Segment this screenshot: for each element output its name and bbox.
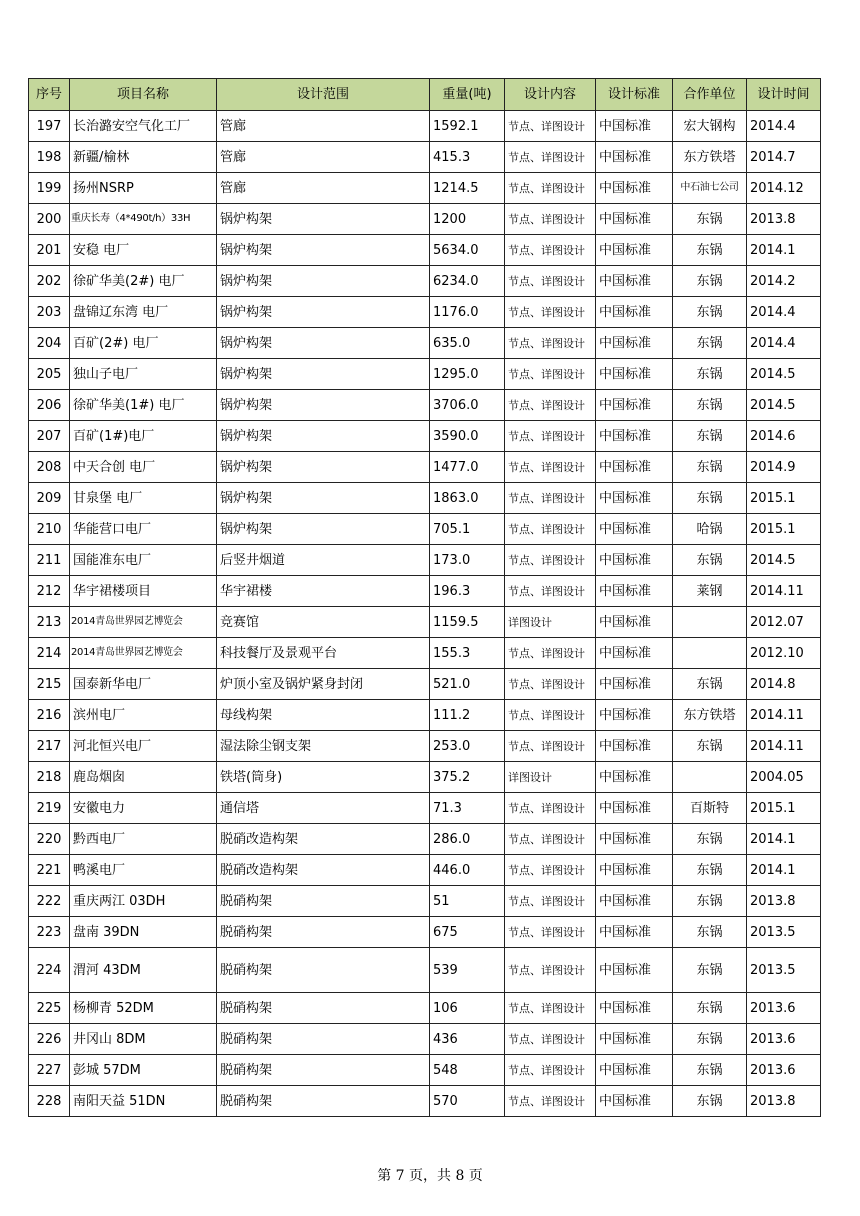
cell-standard: 中国标准 <box>596 297 673 328</box>
cell-project-name: 2014青岛世界园艺博览会 <box>70 638 217 669</box>
cell-project-name: 鸭溪电厂 <box>70 855 217 886</box>
cell-no: 221 <box>29 855 70 886</box>
table-row <box>29 824 821 855</box>
cell-content: 节点、详图设计 <box>505 1086 596 1117</box>
cell-content: 节点、详图设计 <box>505 855 596 886</box>
cell-content: 节点、详图设计 <box>505 452 596 483</box>
cell-weight: 106 <box>430 993 505 1024</box>
cell-weight: 539 <box>430 948 505 993</box>
cell-content: 节点、详图设计 <box>505 669 596 700</box>
cell-standard: 中国标准 <box>596 111 673 142</box>
cell-project-name: 甘泉堡 电厂 <box>70 483 217 514</box>
cell-standard: 中国标准 <box>596 328 673 359</box>
cell-weight: 415.3 <box>430 142 505 173</box>
cell-scope: 锅炉构架 <box>217 390 430 421</box>
cell-project-name: 滨州电厂 <box>70 700 217 731</box>
cell-date: 2014.12 <box>747 173 821 204</box>
cell-standard: 中国标准 <box>596 948 673 993</box>
table-row <box>29 142 821 173</box>
cell-no: 217 <box>29 731 70 762</box>
project-table <box>28 78 821 1117</box>
cell-project-name: 河北恒兴电厂 <box>70 731 217 762</box>
table-row <box>29 421 821 452</box>
cell-standard: 中国标准 <box>596 824 673 855</box>
cell-scope: 脱硝构架 <box>217 917 430 948</box>
cell-project-name: 盘南 39DN <box>70 917 217 948</box>
table-row <box>29 483 821 514</box>
cell-project-name: 中天合创 电厂 <box>70 452 217 483</box>
cell-content: 节点、详图设计 <box>505 638 596 669</box>
cell-partner: 东锅 <box>673 824 747 855</box>
cell-date: 2013.5 <box>747 948 821 993</box>
cell-no: 214 <box>29 638 70 669</box>
table-row <box>29 545 821 576</box>
cell-scope: 锅炉构架 <box>217 421 430 452</box>
table-row <box>29 111 821 142</box>
cell-date: 2014.1 <box>747 235 821 266</box>
cell-project-name: 徐矿华美(2#) 电厂 <box>70 266 217 297</box>
cell-standard: 中国标准 <box>596 421 673 452</box>
cell-date: 2014.11 <box>747 731 821 762</box>
cell-weight: 548 <box>430 1055 505 1086</box>
cell-content: 节点、详图设计 <box>505 824 596 855</box>
cell-standard: 中国标准 <box>596 514 673 545</box>
cell-content: 节点、详图设计 <box>505 328 596 359</box>
cell-date: 2014.7 <box>747 142 821 173</box>
cell-weight: 1295.0 <box>430 359 505 390</box>
cell-scope: 母线构架 <box>217 700 430 731</box>
cell-partner: 东锅 <box>673 328 747 359</box>
cell-weight: 570 <box>430 1086 505 1117</box>
cell-project-name: 百矿(1#)电厂 <box>70 421 217 452</box>
cell-scope: 锅炉构架 <box>217 204 430 235</box>
cell-scope: 后竖井烟道 <box>217 545 430 576</box>
header-scope: 设计范围 <box>217 79 430 111</box>
cell-standard: 中国标准 <box>596 266 673 297</box>
cell-content: 节点、详图设计 <box>505 359 596 390</box>
cell-no: 227 <box>29 1055 70 1086</box>
cell-weight: 196.3 <box>430 576 505 607</box>
cell-standard: 中国标准 <box>596 545 673 576</box>
table-row <box>29 793 821 824</box>
cell-weight: 1200 <box>430 204 505 235</box>
cell-scope: 管廊 <box>217 173 430 204</box>
cell-partner: 东锅 <box>673 390 747 421</box>
cell-scope: 锅炉构架 <box>217 266 430 297</box>
header-row <box>29 79 821 111</box>
cell-no: 206 <box>29 390 70 421</box>
table-row <box>29 359 821 390</box>
cell-partner: 莱钢 <box>673 576 747 607</box>
cell-date: 2013.5 <box>747 917 821 948</box>
table-row <box>29 297 821 328</box>
cell-scope: 锅炉构架 <box>217 328 430 359</box>
cell-no: 210 <box>29 514 70 545</box>
cell-weight: 1159.5 <box>430 607 505 638</box>
cell-project-name: 渭河 43DM <box>70 948 217 993</box>
cell-standard: 中国标准 <box>596 204 673 235</box>
cell-standard: 中国标准 <box>596 142 673 173</box>
cell-standard: 中国标准 <box>596 700 673 731</box>
cell-date: 2014.5 <box>747 390 821 421</box>
cell-partner: 东锅 <box>673 266 747 297</box>
cell-scope: 脱硝构架 <box>217 886 430 917</box>
table-row <box>29 638 821 669</box>
cell-no: 213 <box>29 607 70 638</box>
cell-no: 207 <box>29 421 70 452</box>
cell-weight: 5634.0 <box>430 235 505 266</box>
cell-scope: 脱硝改造构架 <box>217 824 430 855</box>
cell-date: 2015.1 <box>747 793 821 824</box>
cell-scope: 锅炉构架 <box>217 297 430 328</box>
table-row <box>29 1055 821 1086</box>
cell-standard: 中国标准 <box>596 359 673 390</box>
cell-content: 节点、详图设计 <box>505 483 596 514</box>
cell-standard: 中国标准 <box>596 483 673 514</box>
table-row <box>29 762 821 793</box>
cell-no: 219 <box>29 793 70 824</box>
cell-partner: 东锅 <box>673 452 747 483</box>
cell-content: 节点、详图设计 <box>505 993 596 1024</box>
cell-no: 215 <box>29 669 70 700</box>
cell-weight: 173.0 <box>430 545 505 576</box>
cell-partner: 东锅 <box>673 297 747 328</box>
cell-partner: 东锅 <box>673 483 747 514</box>
cell-project-name: 华宇裙楼项目 <box>70 576 217 607</box>
cell-scope: 湿法除尘钢支架 <box>217 731 430 762</box>
cell-partner: 东锅 <box>673 948 747 993</box>
cell-weight: 111.2 <box>430 700 505 731</box>
cell-weight: 1176.0 <box>430 297 505 328</box>
cell-date: 2014.11 <box>747 576 821 607</box>
table-row <box>29 173 821 204</box>
cell-standard: 中国标准 <box>596 762 673 793</box>
cell-standard: 中国标准 <box>596 1055 673 1086</box>
table-row <box>29 700 821 731</box>
cell-partner <box>673 638 747 669</box>
cell-no: 212 <box>29 576 70 607</box>
cell-project-name: 长治潞安空气化工厂 <box>70 111 217 142</box>
cell-date: 2014.5 <box>747 545 821 576</box>
cell-standard: 中国标准 <box>596 235 673 266</box>
table-row <box>29 886 821 917</box>
cell-content: 节点、详图设计 <box>505 111 596 142</box>
cell-standard: 中国标准 <box>596 1086 673 1117</box>
cell-content: 节点、详图设计 <box>505 886 596 917</box>
cell-no: 220 <box>29 824 70 855</box>
cell-content: 节点、详图设计 <box>505 421 596 452</box>
cell-scope: 锅炉构架 <box>217 514 430 545</box>
cell-standard: 中国标准 <box>596 669 673 700</box>
cell-project-name: 鹿岛烟囱 <box>70 762 217 793</box>
cell-standard: 中国标准 <box>596 993 673 1024</box>
cell-scope: 脱硝改造构架 <box>217 855 430 886</box>
cell-no: 225 <box>29 993 70 1024</box>
cell-standard: 中国标准 <box>596 638 673 669</box>
cell-standard: 中国标准 <box>596 607 673 638</box>
cell-no: 201 <box>29 235 70 266</box>
table-row <box>29 731 821 762</box>
cell-content: 节点、详图设计 <box>505 514 596 545</box>
cell-partner: 东锅 <box>673 917 747 948</box>
cell-partner <box>673 762 747 793</box>
cell-date: 2012.07 <box>747 607 821 638</box>
cell-weight: 71.3 <box>430 793 505 824</box>
cell-content: 节点、详图设计 <box>505 142 596 173</box>
cell-date: 2004.05 <box>747 762 821 793</box>
cell-date: 2014.4 <box>747 328 821 359</box>
cell-no: 209 <box>29 483 70 514</box>
cell-partner: 东锅 <box>673 359 747 390</box>
cell-standard: 中国标准 <box>596 917 673 948</box>
cell-partner: 东锅 <box>673 669 747 700</box>
cell-project-name: 百矿(2#) 电厂 <box>70 328 217 359</box>
cell-weight: 1592.1 <box>430 111 505 142</box>
cell-partner: 东方铁塔 <box>673 700 747 731</box>
cell-weight: 675 <box>430 917 505 948</box>
cell-no: 200 <box>29 204 70 235</box>
cell-scope: 脱硝构架 <box>217 1055 430 1086</box>
cell-date: 2014.5 <box>747 359 821 390</box>
cell-date: 2015.1 <box>747 483 821 514</box>
cell-weight: 1477.0 <box>430 452 505 483</box>
cell-standard: 中国标准 <box>596 390 673 421</box>
table-row <box>29 948 821 993</box>
cell-no: 224 <box>29 948 70 993</box>
cell-scope: 炉顶小室及锅炉紧身封闭 <box>217 669 430 700</box>
cell-project-name: 安稳 电厂 <box>70 235 217 266</box>
cell-project-name: 独山子电厂 <box>70 359 217 390</box>
cell-partner: 宏大钢构 <box>673 111 747 142</box>
cell-partner: 东锅 <box>673 1086 747 1117</box>
cell-partner: 东锅 <box>673 421 747 452</box>
cell-project-name: 南阳天益 51DN <box>70 1086 217 1117</box>
cell-date: 2014.1 <box>747 824 821 855</box>
cell-standard: 中国标准 <box>596 452 673 483</box>
cell-standard: 中国标准 <box>596 173 673 204</box>
cell-weight: 436 <box>430 1024 505 1055</box>
cell-no: 211 <box>29 545 70 576</box>
cell-scope: 管廊 <box>217 111 430 142</box>
cell-weight: 6234.0 <box>430 266 505 297</box>
cell-date: 2014.4 <box>747 297 821 328</box>
cell-content: 节点、详图设计 <box>505 1055 596 1086</box>
cell-content: 详图设计 <box>505 607 596 638</box>
cell-scope: 脱硝构架 <box>217 1086 430 1117</box>
cell-weight: 51 <box>430 886 505 917</box>
table-row <box>29 576 821 607</box>
cell-standard: 中国标准 <box>596 1024 673 1055</box>
cell-no: 205 <box>29 359 70 390</box>
cell-content: 节点、详图设计 <box>505 297 596 328</box>
cell-no: 226 <box>29 1024 70 1055</box>
cell-content: 节点、详图设计 <box>505 948 596 993</box>
cell-content: 节点、详图设计 <box>505 1024 596 1055</box>
cell-partner <box>673 607 747 638</box>
header-weight: 重量(吨) <box>430 79 505 111</box>
cell-weight: 446.0 <box>430 855 505 886</box>
cell-date: 2013.8 <box>747 886 821 917</box>
table-row <box>29 514 821 545</box>
cell-partner: 东锅 <box>673 545 747 576</box>
header-partner: 合作单位 <box>673 79 747 111</box>
cell-no: 197 <box>29 111 70 142</box>
cell-weight: 155.3 <box>430 638 505 669</box>
cell-project-name: 杨柳青 52DM <box>70 993 217 1024</box>
cell-content: 节点、详图设计 <box>505 917 596 948</box>
table-row <box>29 1086 821 1117</box>
cell-weight: 3590.0 <box>430 421 505 452</box>
cell-scope: 华宇裙楼 <box>217 576 430 607</box>
cell-no: 216 <box>29 700 70 731</box>
table-row <box>29 1024 821 1055</box>
cell-partner: 东锅 <box>673 993 747 1024</box>
cell-scope: 脱硝构架 <box>217 1024 430 1055</box>
cell-date: 2015.1 <box>747 514 821 545</box>
cell-content: 节点、详图设计 <box>505 576 596 607</box>
cell-content: 节点、详图设计 <box>505 173 596 204</box>
cell-weight: 521.0 <box>430 669 505 700</box>
cell-scope: 锅炉构架 <box>217 483 430 514</box>
cell-partner: 东锅 <box>673 235 747 266</box>
cell-scope: 脱硝构架 <box>217 993 430 1024</box>
cell-no: 223 <box>29 917 70 948</box>
table-row <box>29 204 821 235</box>
cell-project-name: 华能营口电厂 <box>70 514 217 545</box>
cell-no: 198 <box>29 142 70 173</box>
cell-date: 2012.10 <box>747 638 821 669</box>
cell-content: 节点、详图设计 <box>505 266 596 297</box>
cell-no: 202 <box>29 266 70 297</box>
cell-date: 2014.8 <box>747 669 821 700</box>
table-row <box>29 390 821 421</box>
cell-date: 2013.6 <box>747 1055 821 1086</box>
cell-standard: 中国标准 <box>596 855 673 886</box>
cell-project-name: 新疆/榆林 <box>70 142 217 173</box>
cell-no: 199 <box>29 173 70 204</box>
table-row <box>29 452 821 483</box>
table-row <box>29 328 821 359</box>
cell-partner: 东方铁塔 <box>673 142 747 173</box>
cell-date: 2014.2 <box>747 266 821 297</box>
table-row <box>29 235 821 266</box>
cell-date: 2014.6 <box>747 421 821 452</box>
cell-standard: 中国标准 <box>596 576 673 607</box>
page-footer: 第 7 页，共 8 页 <box>377 1168 483 1184</box>
cell-weight: 1214.5 <box>430 173 505 204</box>
cell-date: 2014.1 <box>747 855 821 886</box>
cell-project-name: 彭城 57DM <box>70 1055 217 1086</box>
table-row <box>29 993 821 1024</box>
cell-scope: 脱硝构架 <box>217 948 430 993</box>
cell-weight: 286.0 <box>430 824 505 855</box>
cell-content: 节点、详图设计 <box>505 793 596 824</box>
cell-project-name: 黔西电厂 <box>70 824 217 855</box>
cell-content: 节点、详图设计 <box>505 545 596 576</box>
header-name: 项目名称 <box>70 79 217 111</box>
cell-scope: 锅炉构架 <box>217 359 430 390</box>
cell-no: 228 <box>29 1086 70 1117</box>
cell-standard: 中国标准 <box>596 731 673 762</box>
cell-partner: 东锅 <box>673 1055 747 1086</box>
table-row <box>29 607 821 638</box>
cell-date: 2014.4 <box>747 111 821 142</box>
cell-scope: 铁塔(筒身) <box>217 762 430 793</box>
cell-scope: 竞赛馆 <box>217 607 430 638</box>
cell-project-name: 国泰新华电厂 <box>70 669 217 700</box>
cell-no: 208 <box>29 452 70 483</box>
cell-partner: 东锅 <box>673 855 747 886</box>
cell-scope: 锅炉构架 <box>217 452 430 483</box>
cell-partner: 东锅 <box>673 1024 747 1055</box>
cell-weight: 3706.0 <box>430 390 505 421</box>
header-date: 设计时间 <box>747 79 821 111</box>
cell-content: 详图设计 <box>505 762 596 793</box>
cell-date: 2013.8 <box>747 1086 821 1117</box>
cell-no: 218 <box>29 762 70 793</box>
cell-project-name: 国能准东电厂 <box>70 545 217 576</box>
cell-weight: 375.2 <box>430 762 505 793</box>
cell-project-name: 井冈山 8DM <box>70 1024 217 1055</box>
cell-scope: 通信塔 <box>217 793 430 824</box>
cell-project-name: 徐矿华美(1#) 电厂 <box>70 390 217 421</box>
table-row <box>29 855 821 886</box>
cell-weight: 1863.0 <box>430 483 505 514</box>
cell-no: 222 <box>29 886 70 917</box>
cell-no: 203 <box>29 297 70 328</box>
cell-date: 2013.8 <box>747 204 821 235</box>
cell-scope: 科技餐厅及景观平台 <box>217 638 430 669</box>
cell-project-name: 扬州NSRP <box>70 173 217 204</box>
cell-no: 204 <box>29 328 70 359</box>
header-no: 序号 <box>29 79 70 111</box>
table-row <box>29 917 821 948</box>
cell-content: 节点、详图设计 <box>505 204 596 235</box>
cell-standard: 中国标准 <box>596 886 673 917</box>
cell-weight: 635.0 <box>430 328 505 359</box>
cell-date: 2013.6 <box>747 993 821 1024</box>
cell-project-name: 重庆长寿（4*490t/h）33H <box>70 204 217 235</box>
header-content: 设计内容 <box>505 79 596 111</box>
cell-content: 节点、详图设计 <box>505 700 596 731</box>
cell-content: 节点、详图设计 <box>505 235 596 266</box>
cell-project-name: 盘锦辽东湾 电厂 <box>70 297 217 328</box>
cell-date: 2013.6 <box>747 1024 821 1055</box>
cell-weight: 705.1 <box>430 514 505 545</box>
cell-date: 2014.11 <box>747 700 821 731</box>
header-standard: 设计标准 <box>596 79 673 111</box>
cell-date: 2014.9 <box>747 452 821 483</box>
table-row <box>29 669 821 700</box>
cell-content: 节点、详图设计 <box>505 390 596 421</box>
cell-scope: 管廊 <box>217 142 430 173</box>
cell-partner: 东锅 <box>673 886 747 917</box>
cell-partner: 哈锅 <box>673 514 747 545</box>
cell-project-name: 重庆两江 03DH <box>70 886 217 917</box>
cell-partner: 东锅 <box>673 731 747 762</box>
cell-standard: 中国标准 <box>596 793 673 824</box>
cell-weight: 253.0 <box>430 731 505 762</box>
table-row <box>29 266 821 297</box>
cell-partner: 中石油七公司 <box>673 173 747 204</box>
cell-project-name: 2014青岛世界园艺博览会 <box>70 607 217 638</box>
cell-scope: 锅炉构架 <box>217 235 430 266</box>
cell-partner: 百斯特 <box>673 793 747 824</box>
cell-partner: 东锅 <box>673 204 747 235</box>
cell-project-name: 安徽电力 <box>70 793 217 824</box>
cell-content: 节点、详图设计 <box>505 731 596 762</box>
